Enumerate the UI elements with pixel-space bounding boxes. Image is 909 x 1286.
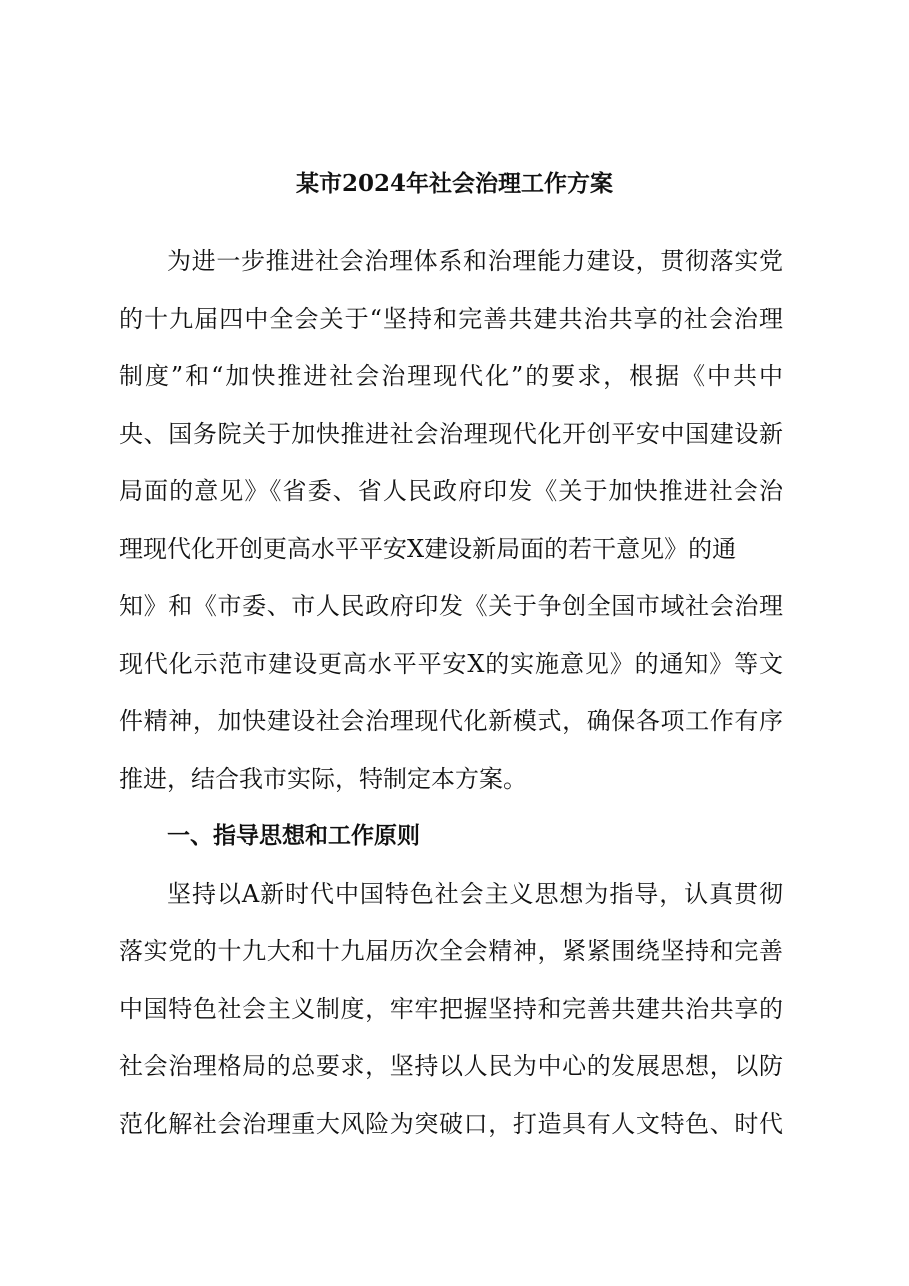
paragraph-line: 范化解社会治理重大风险为突破口，打造具有人文特色、时代 <box>119 1109 783 1138</box>
paragraph-line: 现代化示范市建设更高水平平安X的实施意见》的通知》等文 <box>119 649 783 678</box>
section-heading: 一、指导思想和工作原则 <box>167 823 420 849</box>
paragraph-line: 为进一步推进社会治理体系和治理能力建设，贯彻落实党 <box>167 247 783 275</box>
paragraph-line: 的十九届四中全会关于“坚持和完善共建共治共享的社会治理 <box>119 304 783 333</box>
paragraph-line: 坚持以A新时代中国特色社会主义思想为指导，认真贯彻 <box>167 879 783 908</box>
paragraph-line: 理现代化开创更高水平平安X建设新局面的若干意见》的通 <box>119 534 737 563</box>
paragraph-line: 推进，结合我市实际，特制定本方案。 <box>119 764 527 793</box>
section1-paragraph <box>119 866 783 1154</box>
document-body <box>119 233 783 1153</box>
paragraph-line: 制度”和“加快推进社会治理现代化”的要求，根据《中共中 <box>119 362 783 390</box>
document-title: 某市2024年社会治理工作方案 <box>295 170 613 197</box>
paragraph-line: 中国特色社会主义制度，牢牢把握坚持和完善共建共治共享的 <box>119 994 783 1023</box>
paragraph-line: 局面的意见》《省委、省人民政府印发《关于加快推进社会治 <box>119 477 783 505</box>
intro-paragraph <box>119 233 783 808</box>
paragraph-line: 社会治理格局的总要求，坚持以人民为中心的发展思想，以防 <box>119 1052 783 1080</box>
paragraph-line: 件精神，加快建设社会治理现代化新模式，确保各项工作有序 <box>119 707 783 735</box>
paragraph-line: 知》和《市委、市人民政府印发《关于争创全国市域社会治理 <box>119 592 783 620</box>
paragraph-line: 落实党的十九大和十九届历次全会精神，紧紧围绕坚持和完善 <box>119 937 783 965</box>
paragraph-line: 央、国务院关于加快推进社会治理现代化开创平安中国建设新 <box>119 419 783 448</box>
